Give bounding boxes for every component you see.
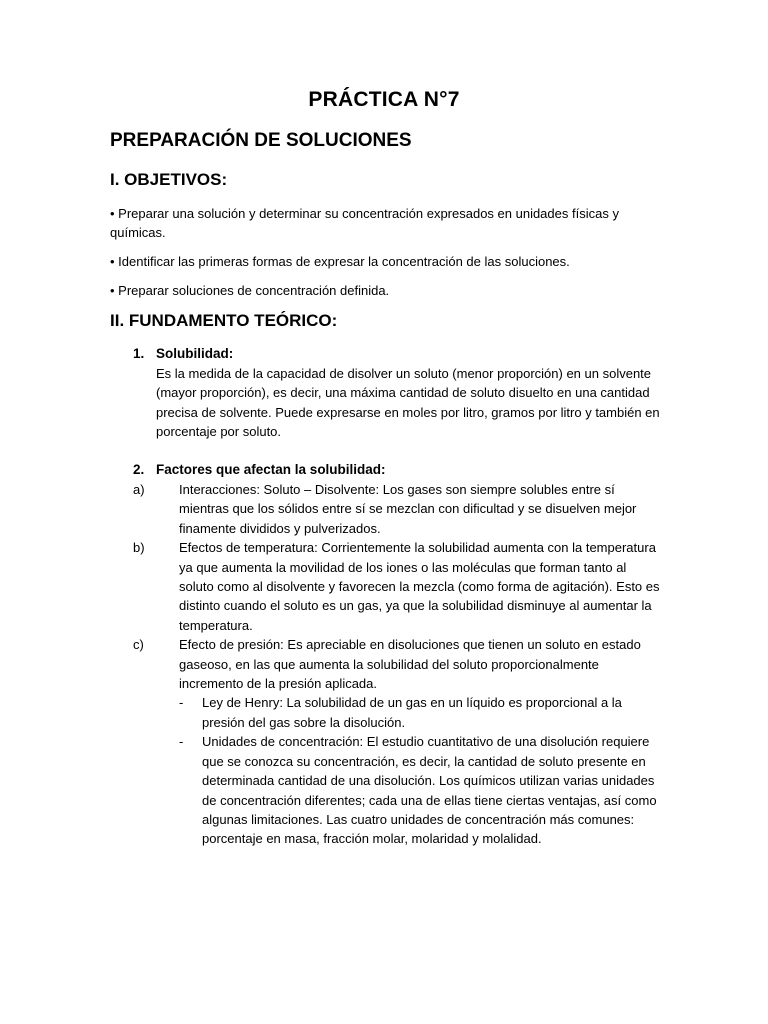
section-paragraph: Es la medida de la capacidad de disolver un soluto (menor proporción) en un solvente (mayor proporción), es decir, una máxima cantidad de soluto disuelto en una cantidad precisa de solvente. Puede expresarse en moles por litro, gramos por litro y también en porcentaje por soluto. [156, 366, 660, 440]
factor-item [133, 480, 663, 538]
section-number: 2. [133, 462, 145, 477]
factors-list [133, 480, 663, 849]
section-number: 1. [133, 346, 145, 361]
theory-heading: II. FUNDAMENTO TEÓRICO: [110, 311, 338, 330]
objectives-heading: I. OBJETIVOS: [110, 170, 228, 189]
factor-marker: c) [133, 637, 144, 653]
theory-section-factors [133, 460, 663, 849]
sub-item-text: Unidades de concentración: El estudio cuantitativo de una disolución requiere que se conozca su concentración, es decir, la cantidad de soluto presente en determinada cantidad de una disolución. Los químicos utilizan varias unidades de concentración diferentes; cada una de ellas tiene ciertas ventajas, así como algunas limitaciones. Las cuatro unidades de concentración más comunes: porcentaje en masa, fracción molar, molaridad y molalidad. [202, 734, 657, 847]
sub-item [179, 693, 663, 732]
theory-section-solubility [133, 344, 663, 442]
pressure-sublist [179, 693, 663, 848]
sub-item [179, 732, 663, 848]
factor-text: Efectos de temperatura: Corrientemente la solubilidad aumenta con la temperatura ya que aumenta la movilidad de los iones o las moléculas que forman tanto al soluto como al disolvente y favorecen la mezcla (como forma de agitación). Esto es distinto cuando el soluto es un gas, ya que la solubilidad disminuye al aumentar la temperatura. [179, 540, 660, 633]
objective-item: • Preparar soluciones de concentración definida. [110, 283, 390, 298]
page-title: PRÁCTICA N°7 [308, 88, 460, 111]
section-heading [133, 344, 663, 364]
factor-text: Efecto de presión: Es apreciable en disoluciones que tienen un soluto en estado gaseoso, en las que aumenta la solubilidad del soluto proporcionalmente incremento de la presión aplicada. [179, 637, 641, 692]
factor-marker: a) [133, 482, 145, 497]
factor-marker: b) [133, 540, 145, 556]
factor-text: Interacciones: Soluto – Disolvente: Los gases son siempre solubles entre sí mientras que los sólidos entre sí se mezclan con dificultad y se disuelven mejor finamente divididos y pulverizados. [179, 482, 637, 536]
objective-item: • Identificar las primeras formas de expresar la concentración de las soluciones. [110, 254, 570, 269]
objective-item: • Preparar una solución y determinar su concentración expresados en unidades físicas y químicas. [110, 206, 619, 240]
objectives-list [110, 204, 665, 310]
factor-content [179, 635, 663, 848]
factor-item [133, 635, 663, 848]
page-subtitle: PREPARACIÓN DE SOLUCIONES [110, 130, 412, 151]
section-title: Factores que afectan la solubilidad: [156, 462, 386, 477]
factor-item [133, 538, 663, 635]
sub-item-text: Ley de Henry: La solubilidad de un gas en un líquido es proporcional a la presión del gas sobre la disolución. [202, 695, 622, 730]
sub-item-marker: - [179, 695, 184, 711]
section-title: Solubilidad: [156, 346, 234, 361]
section-heading [133, 460, 663, 480]
sub-item-marker: - [179, 734, 184, 750]
